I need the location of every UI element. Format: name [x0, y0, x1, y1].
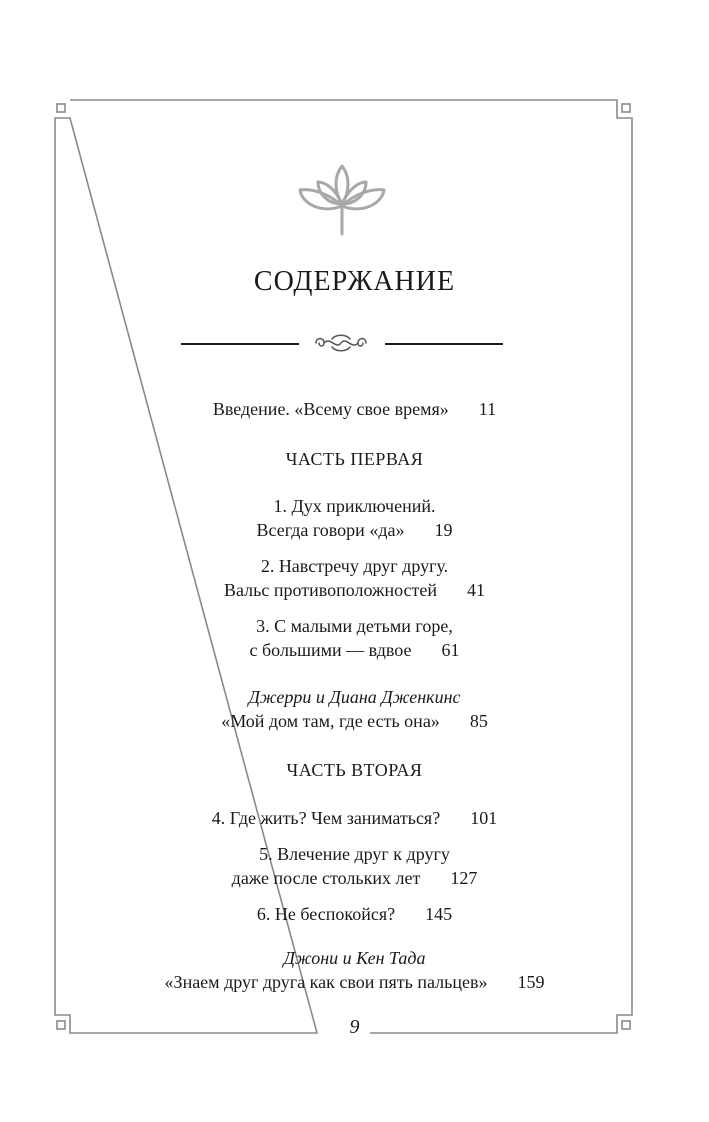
scroll-ornament-icon: [312, 330, 370, 356]
toc-entry-ch3: [0, 614, 709, 662]
page-number: [0, 1016, 709, 1039]
title-rule-left: [181, 343, 299, 345]
toc-entry-story1: [0, 685, 709, 733]
part-heading-1: ЧАСТЬ ПЕРВАЯ: [285, 449, 424, 469]
toc-entry-title: «Знаем друг друга как свои пять пальцев»: [164, 972, 488, 992]
lotus-icon: [292, 160, 392, 236]
toc-entry-title: 5. Влечение друг к другу: [259, 844, 450, 864]
toc-entry-ch1: [0, 494, 709, 542]
toc-entry-subtitle: даже после стольких лет: [231, 868, 421, 888]
toc-entry-title: 4. Где жить? Чем заниматься?: [211, 808, 441, 828]
toc-page-number: 127: [450, 868, 478, 888]
page-title: СОДЕРЖАНИЕ: [253, 266, 456, 297]
page-number-text: 9: [340, 1016, 370, 1038]
toc-entry-title: 1. Дух приключений.: [273, 496, 436, 516]
toc-entry-intro: [0, 397, 709, 421]
toc-entry-ch2: [0, 554, 709, 602]
toc-page-number: 159: [517, 972, 545, 992]
toc-entry-story2: [0, 946, 709, 994]
toc-entry-subtitle: Всегда говори «да»: [256, 520, 405, 540]
toc-entry-title: 2. Навстречу друг другу.: [260, 556, 449, 576]
toc-page-number: 85: [469, 711, 488, 731]
toc-entry-title: 3. С малыми детьми горе,: [256, 616, 453, 636]
toc-entry-subtitle: Вальс противоположностей: [223, 580, 438, 600]
story-author: Джерри и Диана Дженкинс: [248, 687, 461, 707]
toc-page-number: 61: [441, 640, 460, 660]
part-heading-2: ЧАСТЬ ВТОРАЯ: [286, 760, 423, 780]
toc-page-number: 11: [478, 399, 497, 419]
toc-entry-title: Введение. «Всему свое время»: [212, 399, 449, 419]
toc-entry-ch4: [0, 806, 709, 830]
toc-entry-title: 6. Не беспокойся?: [256, 904, 396, 924]
toc-page-number: 145: [425, 904, 453, 924]
story-author: Джони и Кен Тада: [283, 948, 426, 968]
toc-page-number: 101: [470, 808, 498, 828]
toc-entry-ch6: [0, 902, 709, 926]
toc-page-number: 19: [434, 520, 453, 540]
toc-page-number: 41: [467, 580, 486, 600]
toc-entry-title: «Мой дом там, где есть она»: [221, 711, 440, 731]
toc-entry-ch5: [0, 842, 709, 890]
toc-entry-subtitle: с большими — вдвое: [249, 640, 412, 660]
title-rule-right: [385, 343, 503, 345]
